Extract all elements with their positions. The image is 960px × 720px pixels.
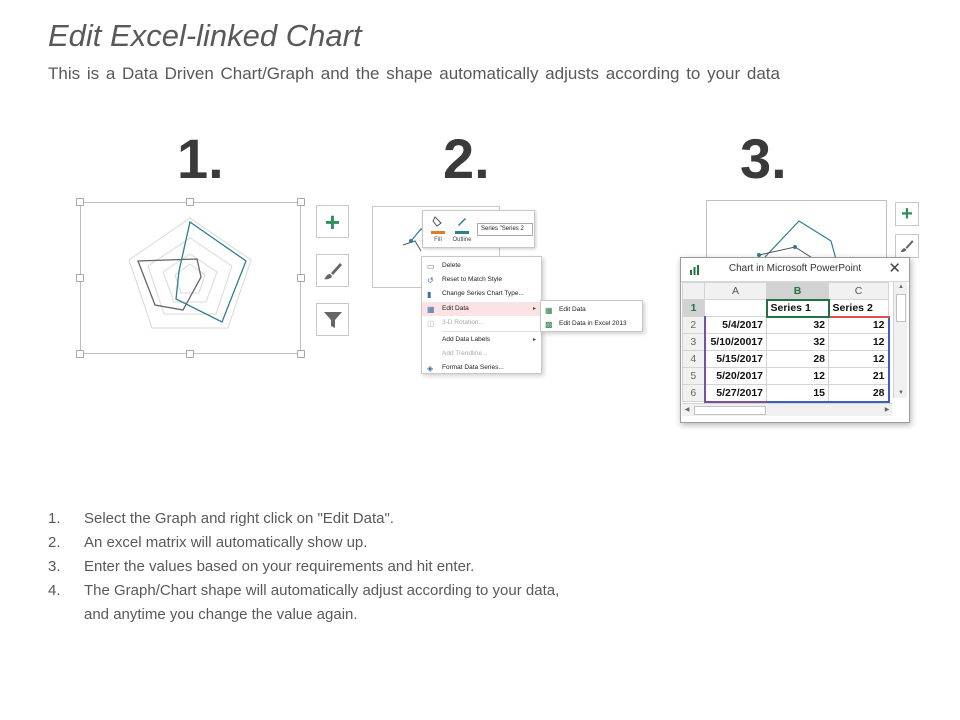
series-select-value: Series "Series 2: [481, 226, 524, 232]
instruction-item: [48, 579, 748, 603]
radar-grid-ring: [148, 238, 232, 314]
menu-separator: [442, 331, 539, 332]
mini-radar-point: [409, 239, 413, 243]
column-header-b[interactable]: B: [767, 283, 829, 300]
excel-icon: ▩: [545, 320, 553, 329]
cell-series-2[interactable]: 12: [829, 317, 889, 334]
step-number-2: 2.: [443, 127, 490, 190]
menu-item-reset-style[interactable]: [422, 273, 541, 287]
close-icon[interactable]: ✕: [888, 260, 901, 277]
column-header-row: [683, 283, 889, 300]
cell-date[interactable]: 5/27/2017: [705, 385, 767, 402]
scroll-thumb[interactable]: [896, 294, 906, 322]
row-header[interactable]: 2: [683, 317, 705, 334]
excel-window-title: Chart in Microsoft PowerPoint: [728, 263, 862, 274]
table-row: [683, 317, 889, 334]
cell-series-2[interactable]: 12: [829, 334, 889, 351]
delete-icon: ▭: [427, 262, 435, 271]
instruction-number: 2.: [48, 534, 61, 551]
format-series-icon: ◈: [427, 364, 434, 374]
submenu-arrow-icon: ▸: [532, 336, 536, 343]
instruction-text: The Graph/Chart shape will automatically adjust according to your data,: [84, 582, 560, 599]
horizontal-scrollbar[interactable]: [682, 403, 892, 416]
outline-color-swatch: [455, 231, 469, 234]
chart-styles-button[interactable]: [316, 254, 349, 287]
menu-item-3d-rotation: [422, 316, 541, 330]
row-header[interactable]: 5: [683, 368, 705, 385]
cell[interactable]: [705, 300, 767, 317]
context-menu: [421, 256, 542, 374]
mini-format-toolbar: [422, 210, 535, 248]
menu-item-edit-data[interactable]: [422, 302, 541, 316]
excel-titlebar[interactable]: [681, 258, 909, 282]
row-header[interactable]: 1: [683, 300, 705, 317]
select-all-corner[interactable]: [683, 283, 705, 300]
resize-handle[interactable]: [297, 198, 305, 206]
chart-elements-button[interactable]: [316, 205, 349, 238]
instruction-item: [48, 555, 748, 579]
menu-item-label: 3-D Rotation...: [442, 318, 484, 326]
menu-item-change-chart-type[interactable]: [422, 287, 541, 301]
instruction-item: [48, 603, 748, 627]
chart-styles-button[interactable]: [895, 234, 919, 258]
plus-icon: +: [324, 206, 341, 237]
instruction-text: Enter the values based on your requirements and hit enter.: [84, 558, 475, 575]
instruction-text: and anytime you change the value again.: [84, 606, 358, 623]
table-row: [683, 385, 889, 402]
menu-item-label: Delete: [442, 262, 461, 269]
chart-filters-button[interactable]: [316, 303, 349, 336]
fill-button[interactable]: [427, 213, 449, 247]
instruction-text: Select the Graph and right click on "Edit Data".: [84, 510, 394, 527]
menu-item-label: Add Trendline...: [442, 350, 488, 358]
plus-icon: +: [901, 203, 913, 225]
cell-date[interactable]: 5/4/2017: [705, 317, 767, 334]
fill-label: Fill: [434, 237, 442, 243]
scroll-down-icon[interactable]: ▼: [898, 390, 904, 396]
cell-series-1[interactable]: 15: [767, 385, 829, 402]
step-number-3: 3.: [740, 127, 787, 190]
cell-date[interactable]: 5/20/2017: [705, 368, 767, 385]
cell-date[interactable]: 5/10/20017: [705, 334, 767, 351]
fill-color-swatch: [431, 231, 445, 234]
cell-series-2[interactable]: 12: [829, 351, 889, 368]
cell-series-1[interactable]: 28: [767, 351, 829, 368]
rotation-icon: ◫: [427, 318, 435, 328]
table-row: [683, 351, 889, 368]
resize-handle[interactable]: [76, 198, 84, 206]
menu-item-delete[interactable]: [422, 259, 541, 273]
menu-item-add-data-labels[interactable]: [422, 333, 541, 347]
submenu-item-edit-data-excel[interactable]: [541, 317, 642, 331]
instruction-number: 3.: [48, 558, 61, 575]
menu-item-label: Format Data Series...: [442, 364, 504, 372]
cell-date[interactable]: 5/15/2017: [705, 351, 767, 368]
column-header-c[interactable]: C: [829, 283, 889, 300]
edit-data-submenu: [540, 300, 643, 332]
scroll-thumb[interactable]: [694, 406, 766, 415]
radar-grid-ring: [129, 218, 251, 328]
menu-item-format-data-series[interactable]: [422, 361, 541, 375]
submenu-item-label: Edit Data: [559, 306, 586, 313]
cell-series-1[interactable]: 32: [767, 334, 829, 351]
radar-grid: [129, 218, 251, 328]
brush-icon: [322, 260, 344, 282]
menu-item-label: Add Data Labels: [442, 335, 491, 343]
radar-chart[interactable]: [80, 202, 301, 354]
menu-item-label: Reset to Match Style: [442, 276, 502, 284]
row-header[interactable]: 3: [683, 334, 705, 351]
cell-series-1[interactable]: 12: [767, 368, 829, 385]
table-row: [683, 334, 889, 351]
table-row: [683, 300, 889, 317]
chart-elements-button[interactable]: [895, 202, 919, 226]
reset-style-icon: ↺: [427, 276, 434, 286]
vertical-scrollbar[interactable]: [893, 282, 907, 398]
paint-bucket-icon: [431, 215, 445, 229]
resize-handle[interactable]: [76, 274, 84, 282]
resize-handle[interactable]: [186, 350, 194, 358]
menu-item-label: Change Series Chart Type...: [442, 290, 524, 298]
resize-handle[interactable]: [186, 198, 194, 206]
instruction-item: [48, 531, 748, 555]
submenu-arrow-icon: ▸: [532, 305, 536, 312]
instruction-list: [48, 507, 748, 627]
table-row: [683, 368, 889, 385]
spreadsheet-grid[interactable]: [682, 282, 890, 403]
outline-label: Outline: [452, 237, 472, 243]
slide-title: Edit Excel-linked Chart: [48, 18, 362, 53]
outline-button[interactable]: [451, 213, 473, 247]
submenu-item-label: Edit Data in Excel 2013: [559, 320, 627, 327]
series-select[interactable]: [477, 223, 533, 236]
edit-data-icon: ▦: [427, 304, 435, 314]
menu-item-add-trendline: [422, 347, 541, 361]
cell-series-1-header[interactable]: Series 1: [767, 300, 829, 317]
submenu-item-edit-data[interactable]: [541, 303, 642, 317]
resize-handle[interactable]: [297, 274, 305, 282]
cell-series-2-header[interactable]: Series 2: [829, 300, 889, 317]
instruction-text: An excel matrix will automatically show up.: [84, 534, 368, 551]
brush-icon: [899, 238, 915, 254]
scroll-right-icon[interactable]: ▶: [884, 407, 890, 413]
step-number-1: 1.: [177, 127, 224, 190]
radar-grid-ring: [163, 254, 217, 302]
cell-series-1[interactable]: 32: [767, 317, 829, 334]
pen-icon: [455, 215, 469, 229]
instruction-number: 4.: [48, 582, 61, 599]
slide-subtitle: This is a Data Driven Chart/Graph and the shape automatically adjusts according to your data: [48, 64, 780, 83]
scroll-up-icon[interactable]: ▲: [898, 284, 904, 290]
resize-handle[interactable]: [76, 350, 84, 358]
cell-series-2[interactable]: 21: [829, 368, 889, 385]
scroll-left-icon[interactable]: ◀: [684, 407, 690, 413]
column-header-a[interactable]: A: [705, 283, 767, 300]
excel-data-window[interactable]: [680, 257, 910, 423]
row-header[interactable]: 4: [683, 351, 705, 368]
funnel-icon: [322, 309, 344, 331]
resize-handle[interactable]: [297, 350, 305, 358]
background-radar-point: [793, 245, 797, 249]
table-edit-icon: ▦: [545, 306, 553, 315]
row-header[interactable]: 6: [683, 385, 705, 402]
instruction-number: 1.: [48, 510, 61, 527]
instruction-item: [48, 507, 748, 531]
menu-item-label: Edit Data: [442, 304, 469, 312]
chart-type-icon: ▮: [427, 290, 432, 300]
cell-series-2[interactable]: 28: [829, 385, 889, 402]
